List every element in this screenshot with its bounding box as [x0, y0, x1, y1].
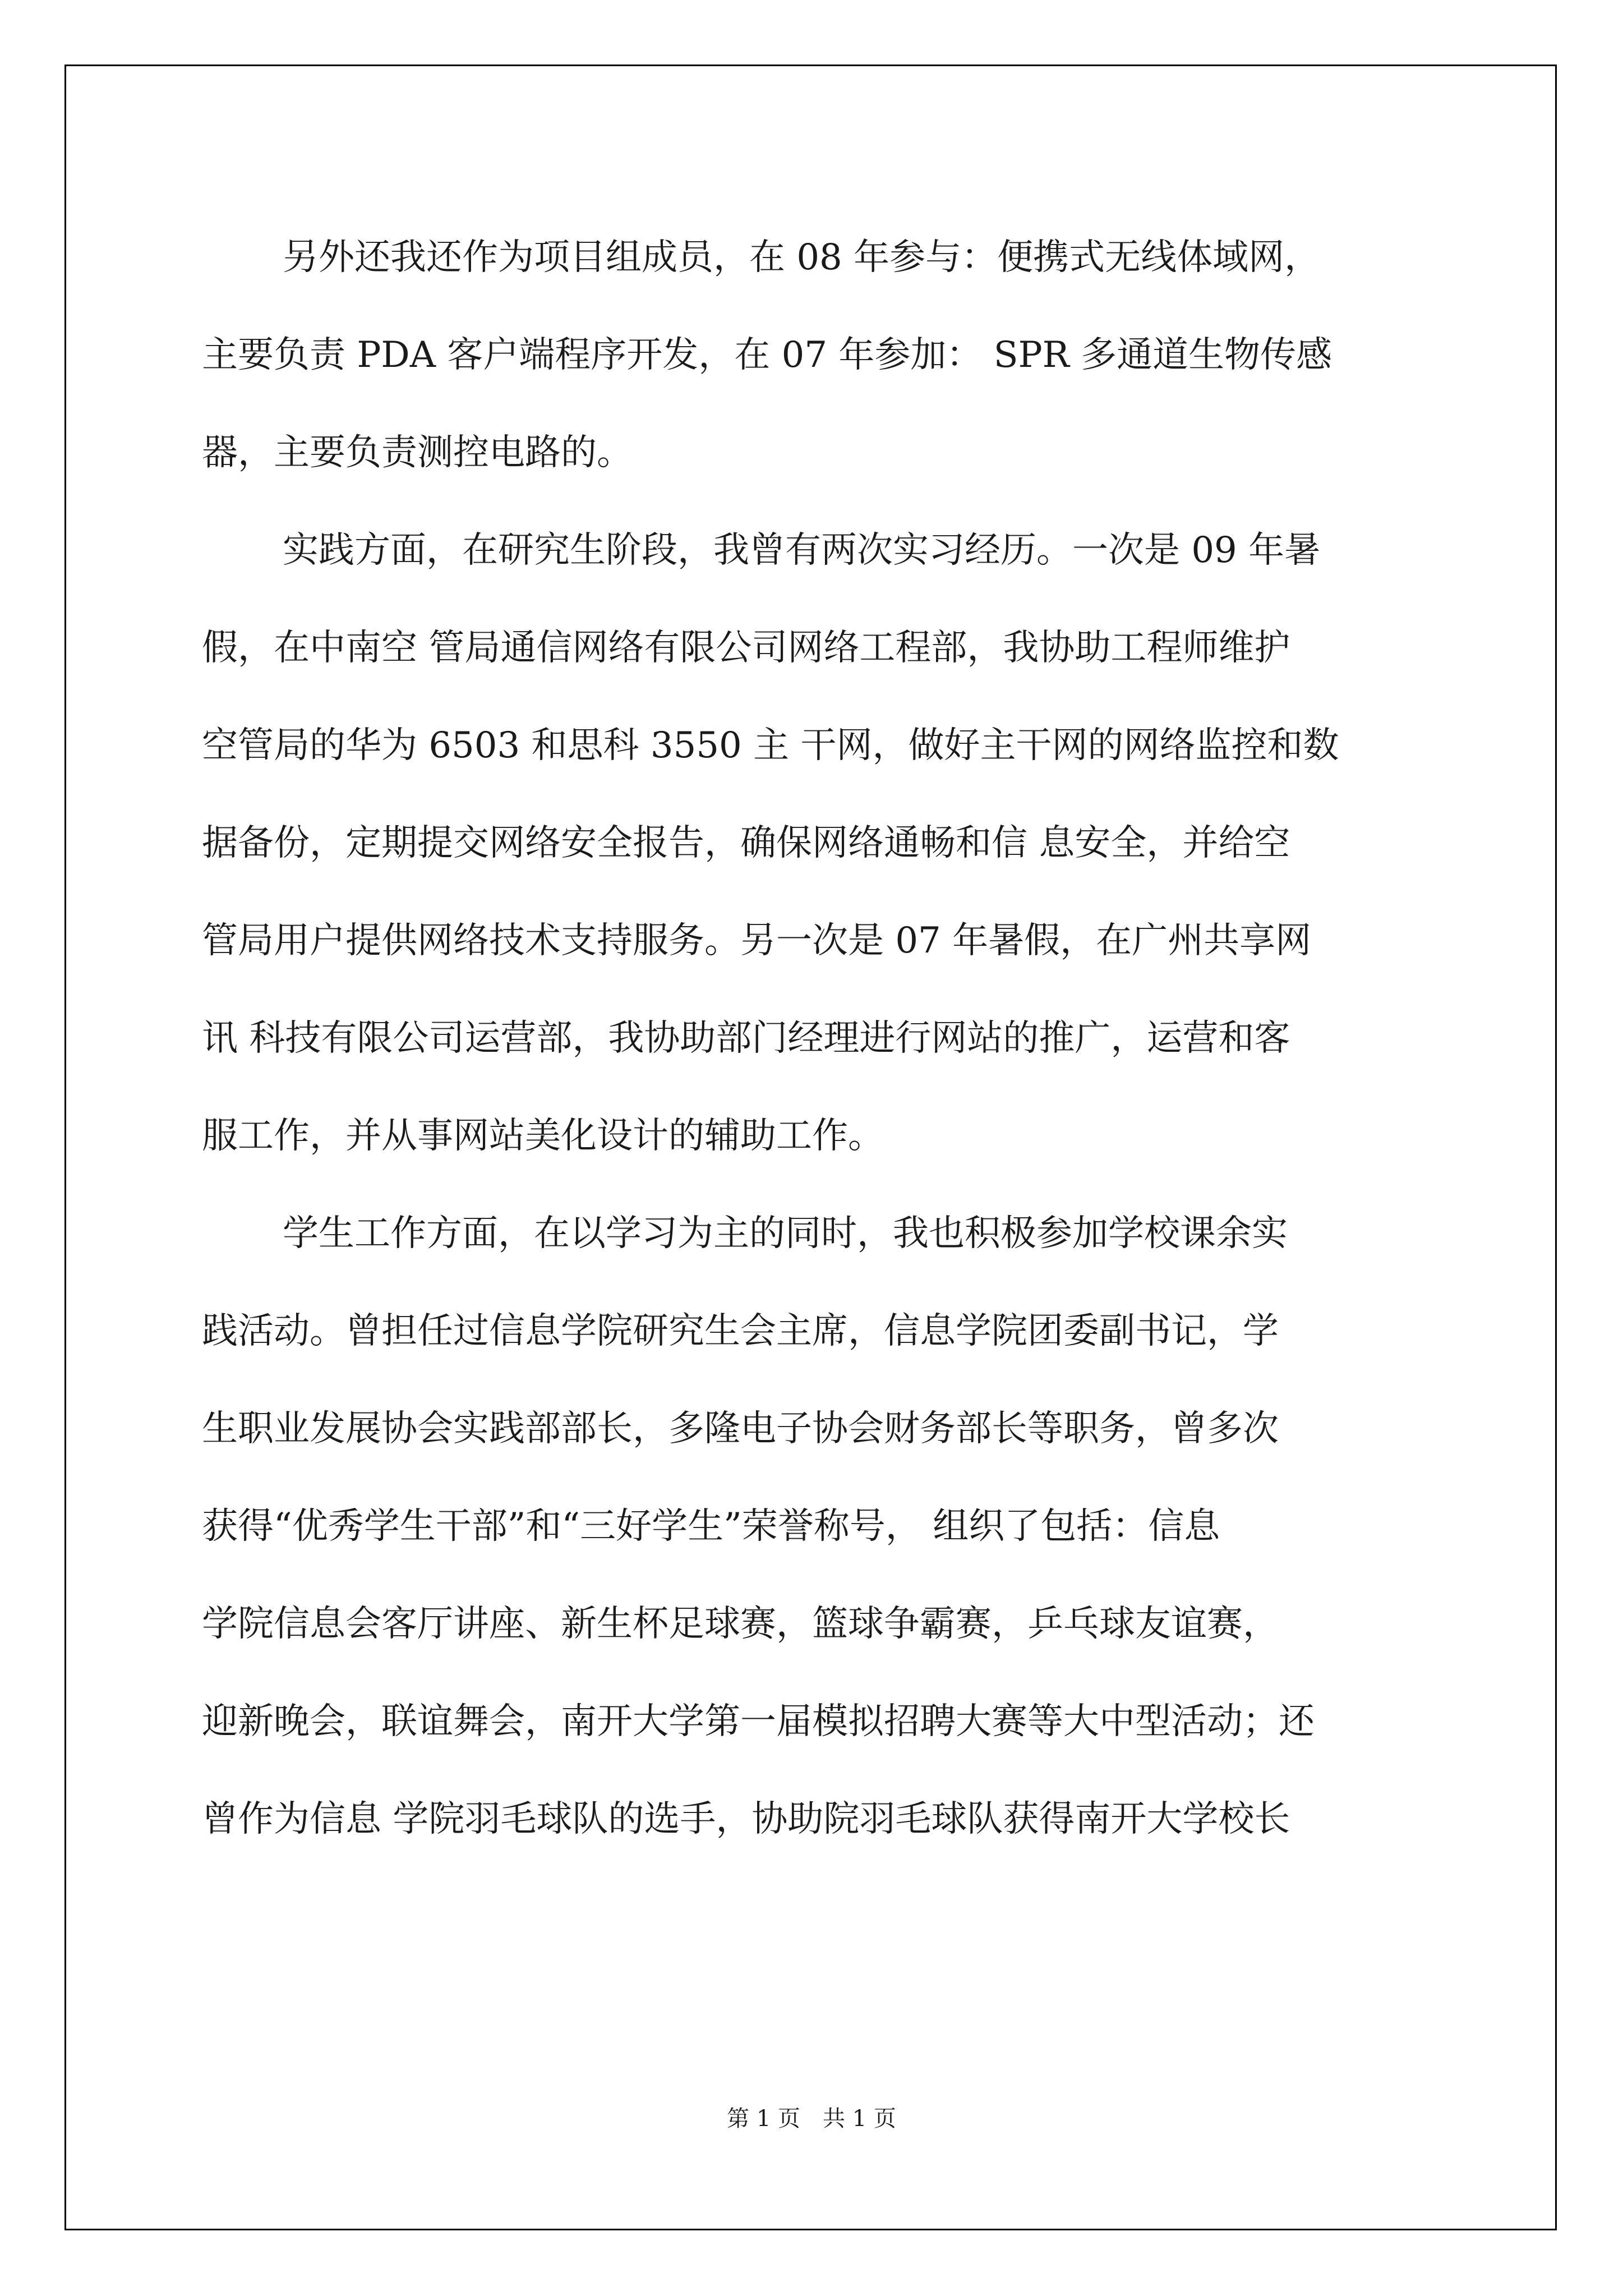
text-line: 获得“优秀学生干部”和“三好学生”荣誉称号， 组织了包括：信息: [202, 1506, 1220, 1547]
text-line: 器，主要负责测控电路的。: [202, 432, 633, 473]
text-line: 假，在中南空 管局通信网络有限公司网络工程部，我协助工程师维护: [202, 627, 1290, 669]
text-line: 主要负责 PDA 客户端程序开发，在 07 年参加： SPR 多通道生物传感: [202, 334, 1332, 376]
text-line: 另外还我还作为项目组成员，在 08 年参与：便携式无线体域网，: [283, 237, 1321, 278]
text-line: 讯 科技有限公司运营部，我协助部门经理进行网站的推广，运营和客: [202, 1018, 1290, 1059]
text-line: 践活动。曾担任过信息学院研究生会主席，信息学院团委副书记，学: [202, 1310, 1279, 1352]
page-number-footer: 第 1 页 共 1 页: [727, 2106, 896, 2132]
text-line: 曾作为信息 学院羽毛球队的选手，协助院羽毛球队获得南开大学校长: [202, 1798, 1290, 1840]
text-line: 生职业发展协会实践部部长，多隆电子协会财务部长等职务，曾多次: [202, 1408, 1279, 1450]
text-line: 据备份，定期提交网络安全报告，确保网络通畅和信 息安全，并给空: [202, 822, 1290, 864]
text-line: 管局用户提供网络技术支持服务。另一次是 07 年暑假，在广州共享网: [202, 920, 1312, 961]
text-line: 服工作，并从事网站美化设计的辅助工作。: [202, 1115, 884, 1157]
text-line: 空管局的华为 6503 和思科 3550 主 干网，做好主干网的网络监控和数: [202, 725, 1339, 766]
text-line: 实践方面，在研究生阶段，我曾有两次实习经历。一次是 09 年暑: [283, 530, 1321, 571]
text-line: 学生工作方面，在以学习为主的同时，我也积极参加学校课余实: [283, 1213, 1288, 1254]
text-line: 学院信息会客厅讲座、新生杯足球赛，篮球争霸赛，乒乓球友谊赛，: [202, 1603, 1279, 1645]
document-body: [202, 209, 1424, 1868]
text-line: 迎新晚会，联谊舞会，南开大学第一届模拟招聘大赛等大中型活动；还: [202, 1701, 1315, 1742]
